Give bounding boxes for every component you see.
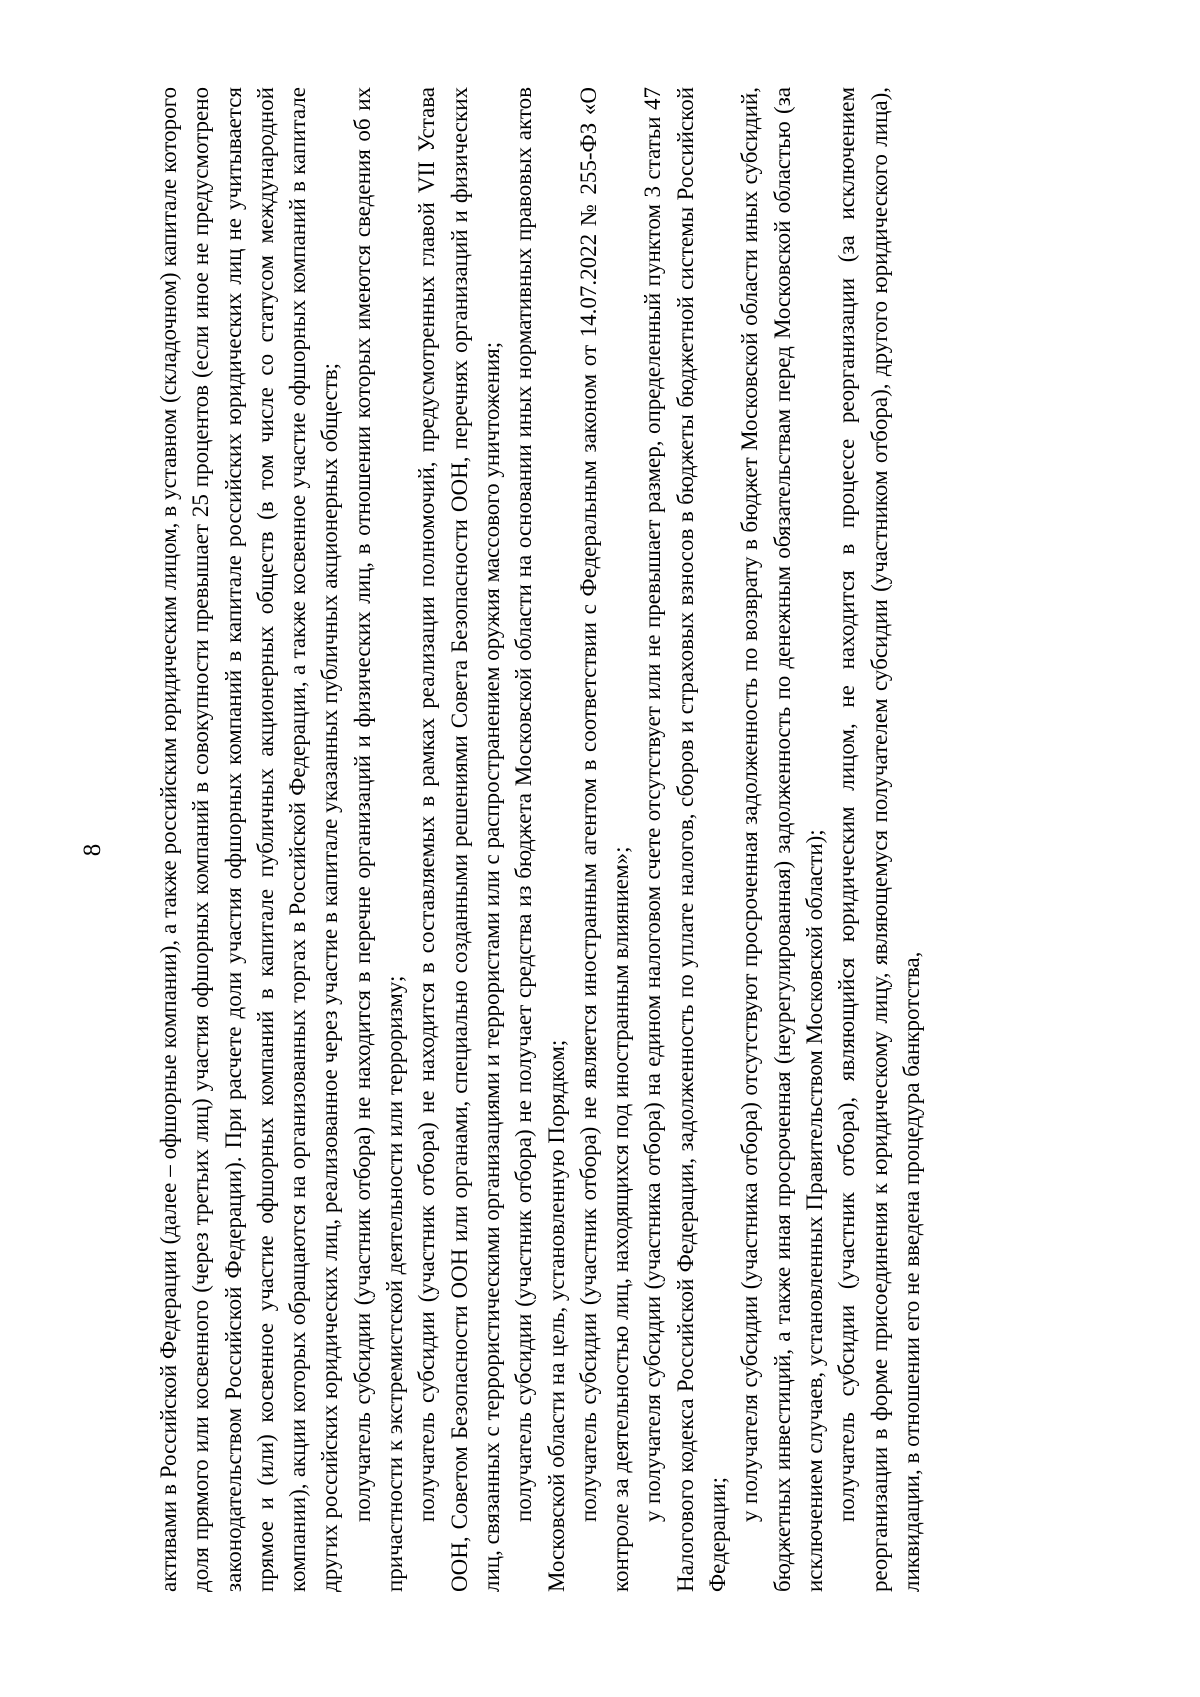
paragraph-not-foreign-agent: получатель субсидии (участник отбора) не является иностранным агентом в соответствии с Федеральным законом от 14.07.2022 № 255-ФЗ «О контроле за деятельностью лиц, находящихся под иностранным влиянием»; (575, 87, 634, 1592)
paragraph-no-other-budget-funds: получатель субсидии (участник отбора) не получает средства из бюджета Московской области на основании иных нормативных правовых актов Московской области на цель, установленную Порядком; (511, 87, 569, 1592)
paragraph-reorganization-liquidation: получатель субсидии (участник отбора), являющийся юридическим лицом, не находится в процессе реорганизации (за исключением реорганизации в форме присоединения к юридическому лицу, являющемуся получателем субсидии (участником отбора), другого юридического лица), ликвидации, в отношении его не введена процедура банкротства, (834, 87, 924, 1592)
paragraph-un-security-council-list: получатель субсидии (участник отбора) не находится в составляемых в рамках реализации полномочий, предусмотренных главой VII Устава ООН, Советом Безопасности ООН или органами, специально созданными решениями Совета Безопасности ООН, перечнях организаций и физических лиц, связанных с террористическими организациями и террористами или с распространением оружия массового уничтожения; (414, 87, 504, 1592)
page-number: 8 (79, 843, 106, 857)
paragraph-overdue-debt: у получателя субсидии (участника отбора) отсутствуют просроченная задолженность по возврату в бюджет Московской области иных субсидий, бюджетных инвестиций, а также иная просроченная (неурегулированная) задолженность по денежным обязательствам перед Московской областью (за исключением случаев, установленных Правительством Московской области); (737, 87, 827, 1592)
paragraph-tax-debt: у получателя субсидии (участника отбора) на едином налоговом счете отсутствует или не превышает размер, определенный пунктом 3 статьи 47 Налогового кодекса Российской Федерации, задолженность по уплате налогов, сборов и страховых взносов в бюджеты бюджетной системы Российской Федерации; (640, 87, 731, 1592)
document-body (153, 87, 1083, 1592)
paragraph-offshore-companies: активами в Российской Федерации (далее – офшорные компании), а также российским юридическим лицом, в уставном (складочном) капитале которого доля прямого или косвенного (через третьих лиц) участия офшорных компаний в совокупности превышает 25 процентов (если иное не предусмотрено законодательством Российской Федерации). При расчете доли участия офшорных компаний в капитале российских юридических лиц не учитывается прямое и (или) косвенное участие офшорных компаний в капитале публичных акционерных обществ (в том числе со статусом международной компании), акции которых обращаются на организованных торгах в Российской Федерации, а также косвенное участие офшорных компаний в капитале других российских юридических лиц, реализованное через участие в капитале указанных публичных акционерных обществ; (156, 87, 343, 1592)
paragraph-extremism-list: получатель субсидии (участник отбора) не находится в перечне организаций и физических лиц, в отношении которых имеются сведения об их причастности к экстремистской деятельности или терроризму; (349, 87, 408, 1592)
